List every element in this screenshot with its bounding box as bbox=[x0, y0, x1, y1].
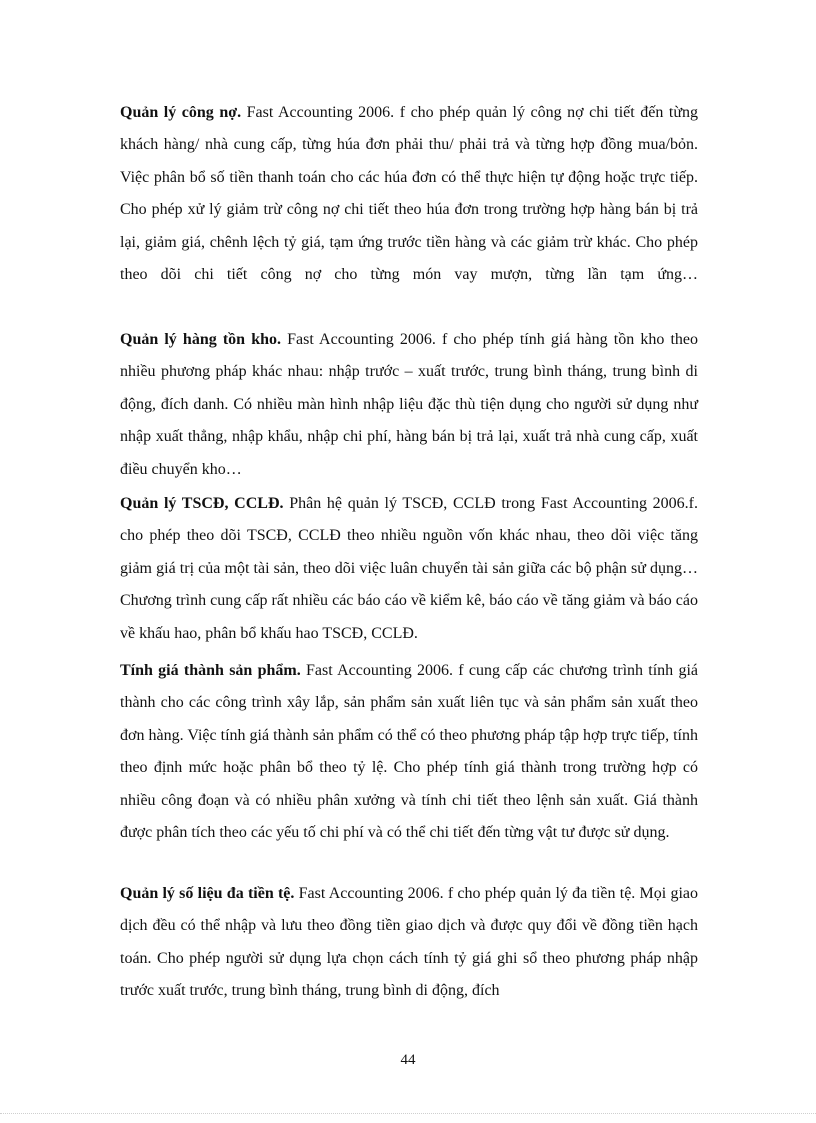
paragraph-heading: Tính giá thành sản phẩm. bbox=[120, 662, 301, 679]
paragraph-heading: Quản lý công nợ. bbox=[120, 104, 242, 121]
page-number: 44 bbox=[400, 1052, 416, 1068]
paragraph-heading: Quản lý hàng tồn kho. bbox=[120, 331, 282, 348]
paragraph-fixed-assets-management bbox=[120, 488, 698, 650]
paragraph-body: Phân hệ quản lý TSCĐ, CCLĐ trong Fast Accounting 2006.f. cho phép theo dõi TSCĐ, CCLĐ theo nhiều nguồn vốn khác nhau, theo dõi việc tăng giảm giá trị của một tài sản, theo dõi việc luân chuyển tài sản giữa các bộ phận sử dụng… Chương trình cung cấp rất nhiều các báo cáo về kiểm kê, báo cáo về tăng giảm và báo cáo về khấu hao, phân bổ khấu hao TSCĐ, CCLĐ. bbox=[120, 495, 699, 642]
paragraph-heading: Quản lý số liệu đa tiền tệ. bbox=[120, 885, 295, 902]
paragraph-debt-management bbox=[120, 97, 698, 291]
paragraph-heading: Quản lý TSCĐ, CCLĐ. bbox=[120, 495, 284, 512]
paragraph-multi-currency bbox=[120, 878, 698, 1008]
paragraph-inventory-management bbox=[120, 324, 698, 486]
paragraph-product-costing bbox=[120, 655, 698, 849]
paragraph-body: Fast Accounting 2006. f cho phép quản lý công nợ chi tiết đến từng khách hàng/ nhà cung cấp, từng húa đơn phải thu/ phải trả và từng hợp đồng mua/bỏn. Việc phân bổ số tiền thanh toán cho các húa đơn có thể thực hiện tự động hoặc trực tiếp. Cho phép xử lý giảm trừ công nợ chi tiết theo húa đơn trong trường hợp hàng bán bị trả lại, giảm giá, chênh lệch tỷ giá, tạm ứng trước tiền hàng và các giảm trừ khác. Cho phép theo dõi chi tiết công nợ cho từng món vay mượn, từng lần tạm ứng… bbox=[120, 104, 699, 284]
paragraph-body: Fast Accounting 2006. f cho phép tính giá hàng tồn kho theo nhiều phương pháp khác nhau: nhập trước – xuất trước, trung bình tháng, trung bình di động, đích danh. Có nhiều màn hình nhập liệu đặc thù tiện dụng cho người sử dụng như nhập xuất thẳng, nhập khẩu, nhập chi phí, hàng bán bị trả lại, xuất trả nhà cung cấp, xuất điều chuyển kho… bbox=[120, 331, 699, 478]
page-bottom-divider bbox=[0, 1113, 816, 1114]
paragraph-body: Fast Accounting 2006. f cung cấp các chương trình tính giá thành cho các công trình xây lắp, sản phẩm sản xuất liên tục và sản phẩm sản xuất theo đơn hàng. Việc tính giá thành sản phẩm có thể có theo phương pháp tập hợp trực tiếp, tính theo định mức hoặc phân bổ theo tỷ lệ. Cho phép tính giá thành trong trường hợp có nhiều công đoạn và có nhiều phân xưởng và tính chi tiết theo lệnh sản xuất. Giá thành được phân tích theo các yếu tố chi phí và có thể chi tiết đến từng vật tư được sử dụng. bbox=[120, 662, 699, 842]
paragraph-body: Fast Accounting 2006. f cho phép quản lý đa tiền tệ. Mọi giao dịch đều có thể nhập và lưu theo đồng tiền giao dịch và được quy đổi về đồng tiền hạch toán. Cho phép người sử dụng lựa chọn cách tính tỷ giá ghi sổ theo phương pháp nhập trước xuất trước, trung bình tháng, trung bình di động, đích bbox=[120, 885, 699, 1000]
